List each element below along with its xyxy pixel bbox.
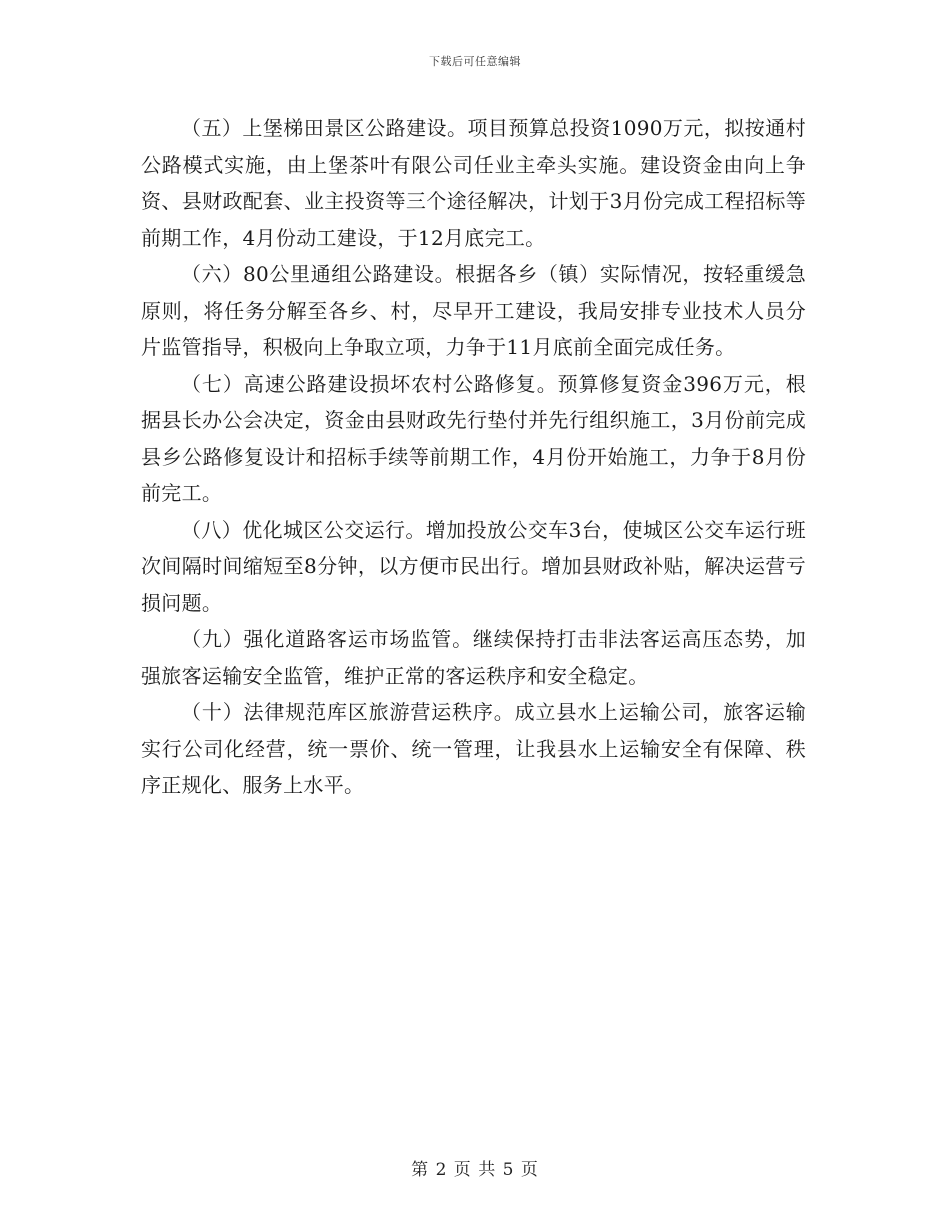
paragraph-9: （九）强化道路客运市场监管。继续保持打击非法客运高压态势，加强旅客运输安全监管，维护正常的客运秩序和安全稳定。 — [141, 627, 806, 688]
paragraph-7: （七）高速公路建设损坏农村公路修复。预算修复资金396万元，根据县长办公会决定，资金由县财政先行垫付并先行组织施工，3月份前完成县乡公路修复设计和招标手续等前期工作，4月份开始施工，力争于8月份前完工。 — [141, 371, 806, 505]
document-body — [141, 110, 806, 804]
page-number: 第 2 页 共 5 页 — [411, 1160, 539, 1180]
page-header-note: 下载后可任意编辑 — [429, 55, 521, 68]
paragraph-6: （六）80公里通组公路建设。根据各乡（镇）实际情况，按轻重缓急原则，将任务分解至各乡、村，尽早开工建设，我局安排专业技术人员分片监管指导，积极向上争取立项，力争于11月底前全面完成任务。 — [141, 262, 806, 359]
paragraph-10: （十）法律规范库区旅游营运秩序。成立县水上运输公司，旅客运输实行公司化经营，统一票价、统一管理，让我县水上运输安全有保障、秩序正规化、服务上水平。 — [141, 700, 806, 797]
paragraph-5: （五）上堡梯田景区公路建设。项目预算总投资1090万元，拟按通村公路模式实施，由上堡茶叶有限公司任业主牵头实施。建设资金由向上争资、县财政配套、业主投资等三个途径解决，计划于3月份完成工程招标等前期工作，4月份动工建设，于12月底完工。 — [141, 116, 806, 250]
paragraph-8: （八）优化城区公交运行。增加投放公交车3台，使城区公交车运行班次间隔时间缩短至8分钟，以方便市民出行。增加县财政补贴，解决运营亏损问题。 — [141, 517, 806, 615]
